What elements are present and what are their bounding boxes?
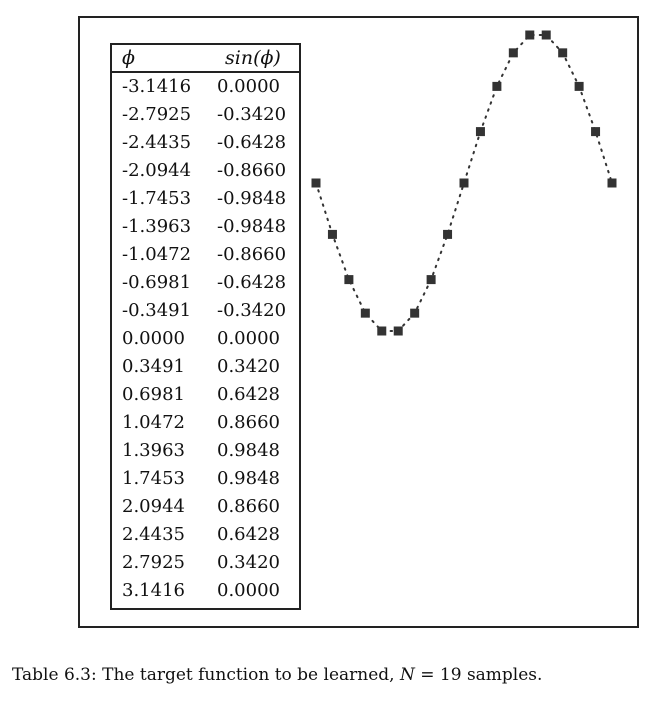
- data-point-marker: [328, 230, 337, 239]
- cell-phi: 0.0000: [122, 328, 185, 349]
- cell-sin: 0.3420: [217, 356, 280, 377]
- header-phi: ϕ: [122, 47, 135, 69]
- cell-sin: -0.8660: [217, 244, 287, 265]
- data-point-marker: [492, 82, 501, 91]
- caption-suffix: = 19 samples.: [414, 665, 543, 685]
- data-point-marker: [525, 31, 534, 40]
- data-point-marker: [377, 327, 386, 336]
- cell-phi: -2.0944: [122, 160, 192, 181]
- cell-sin: -0.8660: [217, 160, 287, 181]
- cell-phi: -0.3491: [122, 300, 192, 321]
- data-point-marker: [558, 48, 567, 57]
- data-point-marker: [575, 82, 584, 91]
- cell-phi: -2.4435: [122, 132, 192, 153]
- cell-sin: -0.9848: [217, 188, 287, 209]
- cell-phi: 2.7925: [122, 552, 185, 573]
- caption-prefix: Table 6.3: The target function to be learned,: [12, 665, 400, 685]
- data-point-marker: [410, 309, 419, 318]
- header-sin-phi: sin(ϕ): [225, 47, 281, 69]
- table-caption: [12, 665, 542, 685]
- cell-phi: -1.7453: [122, 188, 192, 209]
- cell-sin: 0.9848: [217, 440, 280, 461]
- cell-phi: 0.3491: [122, 356, 185, 377]
- cell-phi: 2.0944: [122, 496, 185, 517]
- data-point-marker: [542, 31, 551, 40]
- data-point-marker: [476, 127, 485, 136]
- cell-sin: -0.3420: [217, 300, 287, 321]
- data-point-marker: [427, 275, 436, 284]
- cell-sin: 0.6428: [217, 384, 280, 405]
- cell-phi: -0.6981: [122, 272, 192, 293]
- cell-sin: 0.6428: [217, 524, 280, 545]
- data-point-marker: [509, 48, 518, 57]
- cell-sin: 0.3420: [217, 552, 280, 573]
- data-point-marker: [443, 230, 452, 239]
- data-point-marker: [460, 179, 469, 188]
- cell-sin: -0.6428: [217, 272, 287, 293]
- data-point-marker: [591, 127, 600, 136]
- cell-phi: 3.1416: [122, 580, 185, 601]
- cell-phi: -2.7925: [122, 104, 192, 125]
- data-point-marker: [344, 275, 353, 284]
- cell-sin: 0.0000: [217, 76, 280, 97]
- cell-sin: 0.9848: [217, 468, 280, 489]
- caption-math-n: N: [399, 665, 415, 685]
- cell-phi: -1.0472: [122, 244, 192, 265]
- cell-sin: -0.6428: [217, 132, 287, 153]
- cell-phi: 2.4435: [122, 524, 185, 545]
- cell-sin: -0.3420: [217, 104, 287, 125]
- cell-sin: -0.9848: [217, 216, 287, 237]
- cell-sin: 0.0000: [217, 580, 280, 601]
- cell-phi: -1.3963: [122, 216, 192, 237]
- cell-phi: 1.0472: [122, 412, 185, 433]
- cell-phi: 1.7453: [122, 468, 185, 489]
- cell-phi: -3.1416: [122, 76, 192, 97]
- cell-sin: 0.0000: [217, 328, 280, 349]
- data-point-marker: [312, 179, 321, 188]
- data-point-marker: [394, 327, 403, 336]
- data-point-marker: [608, 179, 617, 188]
- cell-sin: 0.8660: [217, 496, 280, 517]
- cell-phi: 1.3963: [122, 440, 185, 461]
- cell-phi: 0.6981: [122, 384, 185, 405]
- data-point-marker: [361, 309, 370, 318]
- cell-sin: 0.8660: [217, 412, 280, 433]
